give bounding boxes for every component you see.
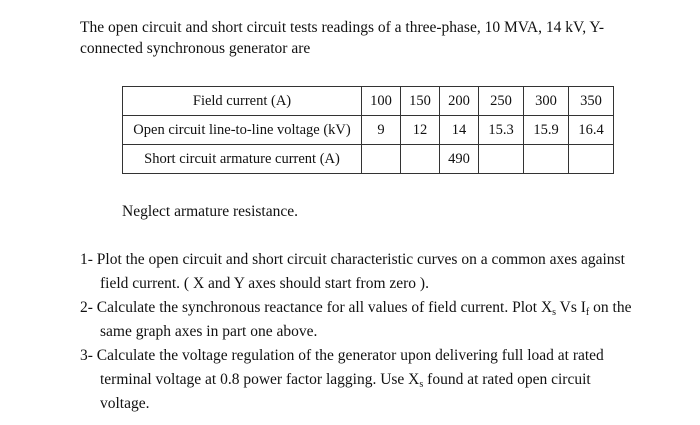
subscript-s: s xyxy=(419,379,424,390)
row-label: Field current (A) xyxy=(123,87,362,116)
table-cell: 200 xyxy=(440,87,479,116)
question-3-text-a: terminal voltage at 0.8 power factor lagging. Use X xyxy=(100,371,420,388)
table-cell xyxy=(569,145,614,174)
table-row-open-circuit-voltage xyxy=(123,116,614,145)
question-1 xyxy=(80,248,640,296)
table-row-short-circuit-current xyxy=(123,145,614,174)
subscript-f: f xyxy=(585,307,590,318)
table-cell: 490 xyxy=(440,145,479,174)
table-cell xyxy=(524,145,569,174)
question-3 xyxy=(80,344,640,416)
question-2-text-b: Vs I xyxy=(556,299,586,316)
question-2-line-2: same graph axes in part one above. xyxy=(100,323,318,340)
row-label: Short circuit armature current (A) xyxy=(123,145,362,174)
table-cell: 250 xyxy=(479,87,524,116)
table-cell: 16.4 xyxy=(569,116,614,145)
table-cell: 100 xyxy=(362,87,401,116)
question-3-line-2 xyxy=(80,368,640,416)
table-cell: 9 xyxy=(362,116,401,145)
question-1-line-1: 1- Plot the open circuit and short circuit characteristic curves on a common axes against xyxy=(80,251,625,268)
table-cell: 12 xyxy=(401,116,440,145)
table-cell: 15.3 xyxy=(479,116,524,145)
table-cell: 150 xyxy=(401,87,440,116)
table-row-field-current xyxy=(123,87,614,116)
assumption-note: Neglect armature resistance. xyxy=(122,203,299,220)
question-3-text-b: found at rated open circuit voltage. xyxy=(100,371,591,412)
table-cell xyxy=(479,145,524,174)
row-label: Open circuit line-to-line voltage (kV) xyxy=(123,116,362,145)
test-readings-table xyxy=(122,86,614,174)
question-2-text-a: 2- Calculate the synchronous reactance for all values of field current. Plot X xyxy=(80,299,553,316)
table-cell xyxy=(362,145,401,174)
table-cell: 14 xyxy=(440,116,479,145)
question-2 xyxy=(80,296,640,344)
table-cell xyxy=(401,145,440,174)
table-cell: 15.9 xyxy=(524,116,569,145)
question-2-text-c: on the xyxy=(589,299,632,316)
question-1-line-2: field current. ( X and Y axes should start from zero ). xyxy=(100,275,429,292)
subscript-s: s xyxy=(552,307,557,318)
table-cell: 350 xyxy=(569,87,614,116)
question-3-line-1: 3- Calculate the voltage regulation of the generator upon delivering full load at rated xyxy=(80,347,604,364)
problem-intro: The open circuit and short circuit tests readings of a three-phase, 10 MVA, 14 kV, Y-connected synchronous generator are xyxy=(80,19,605,57)
table-cell: 300 xyxy=(524,87,569,116)
